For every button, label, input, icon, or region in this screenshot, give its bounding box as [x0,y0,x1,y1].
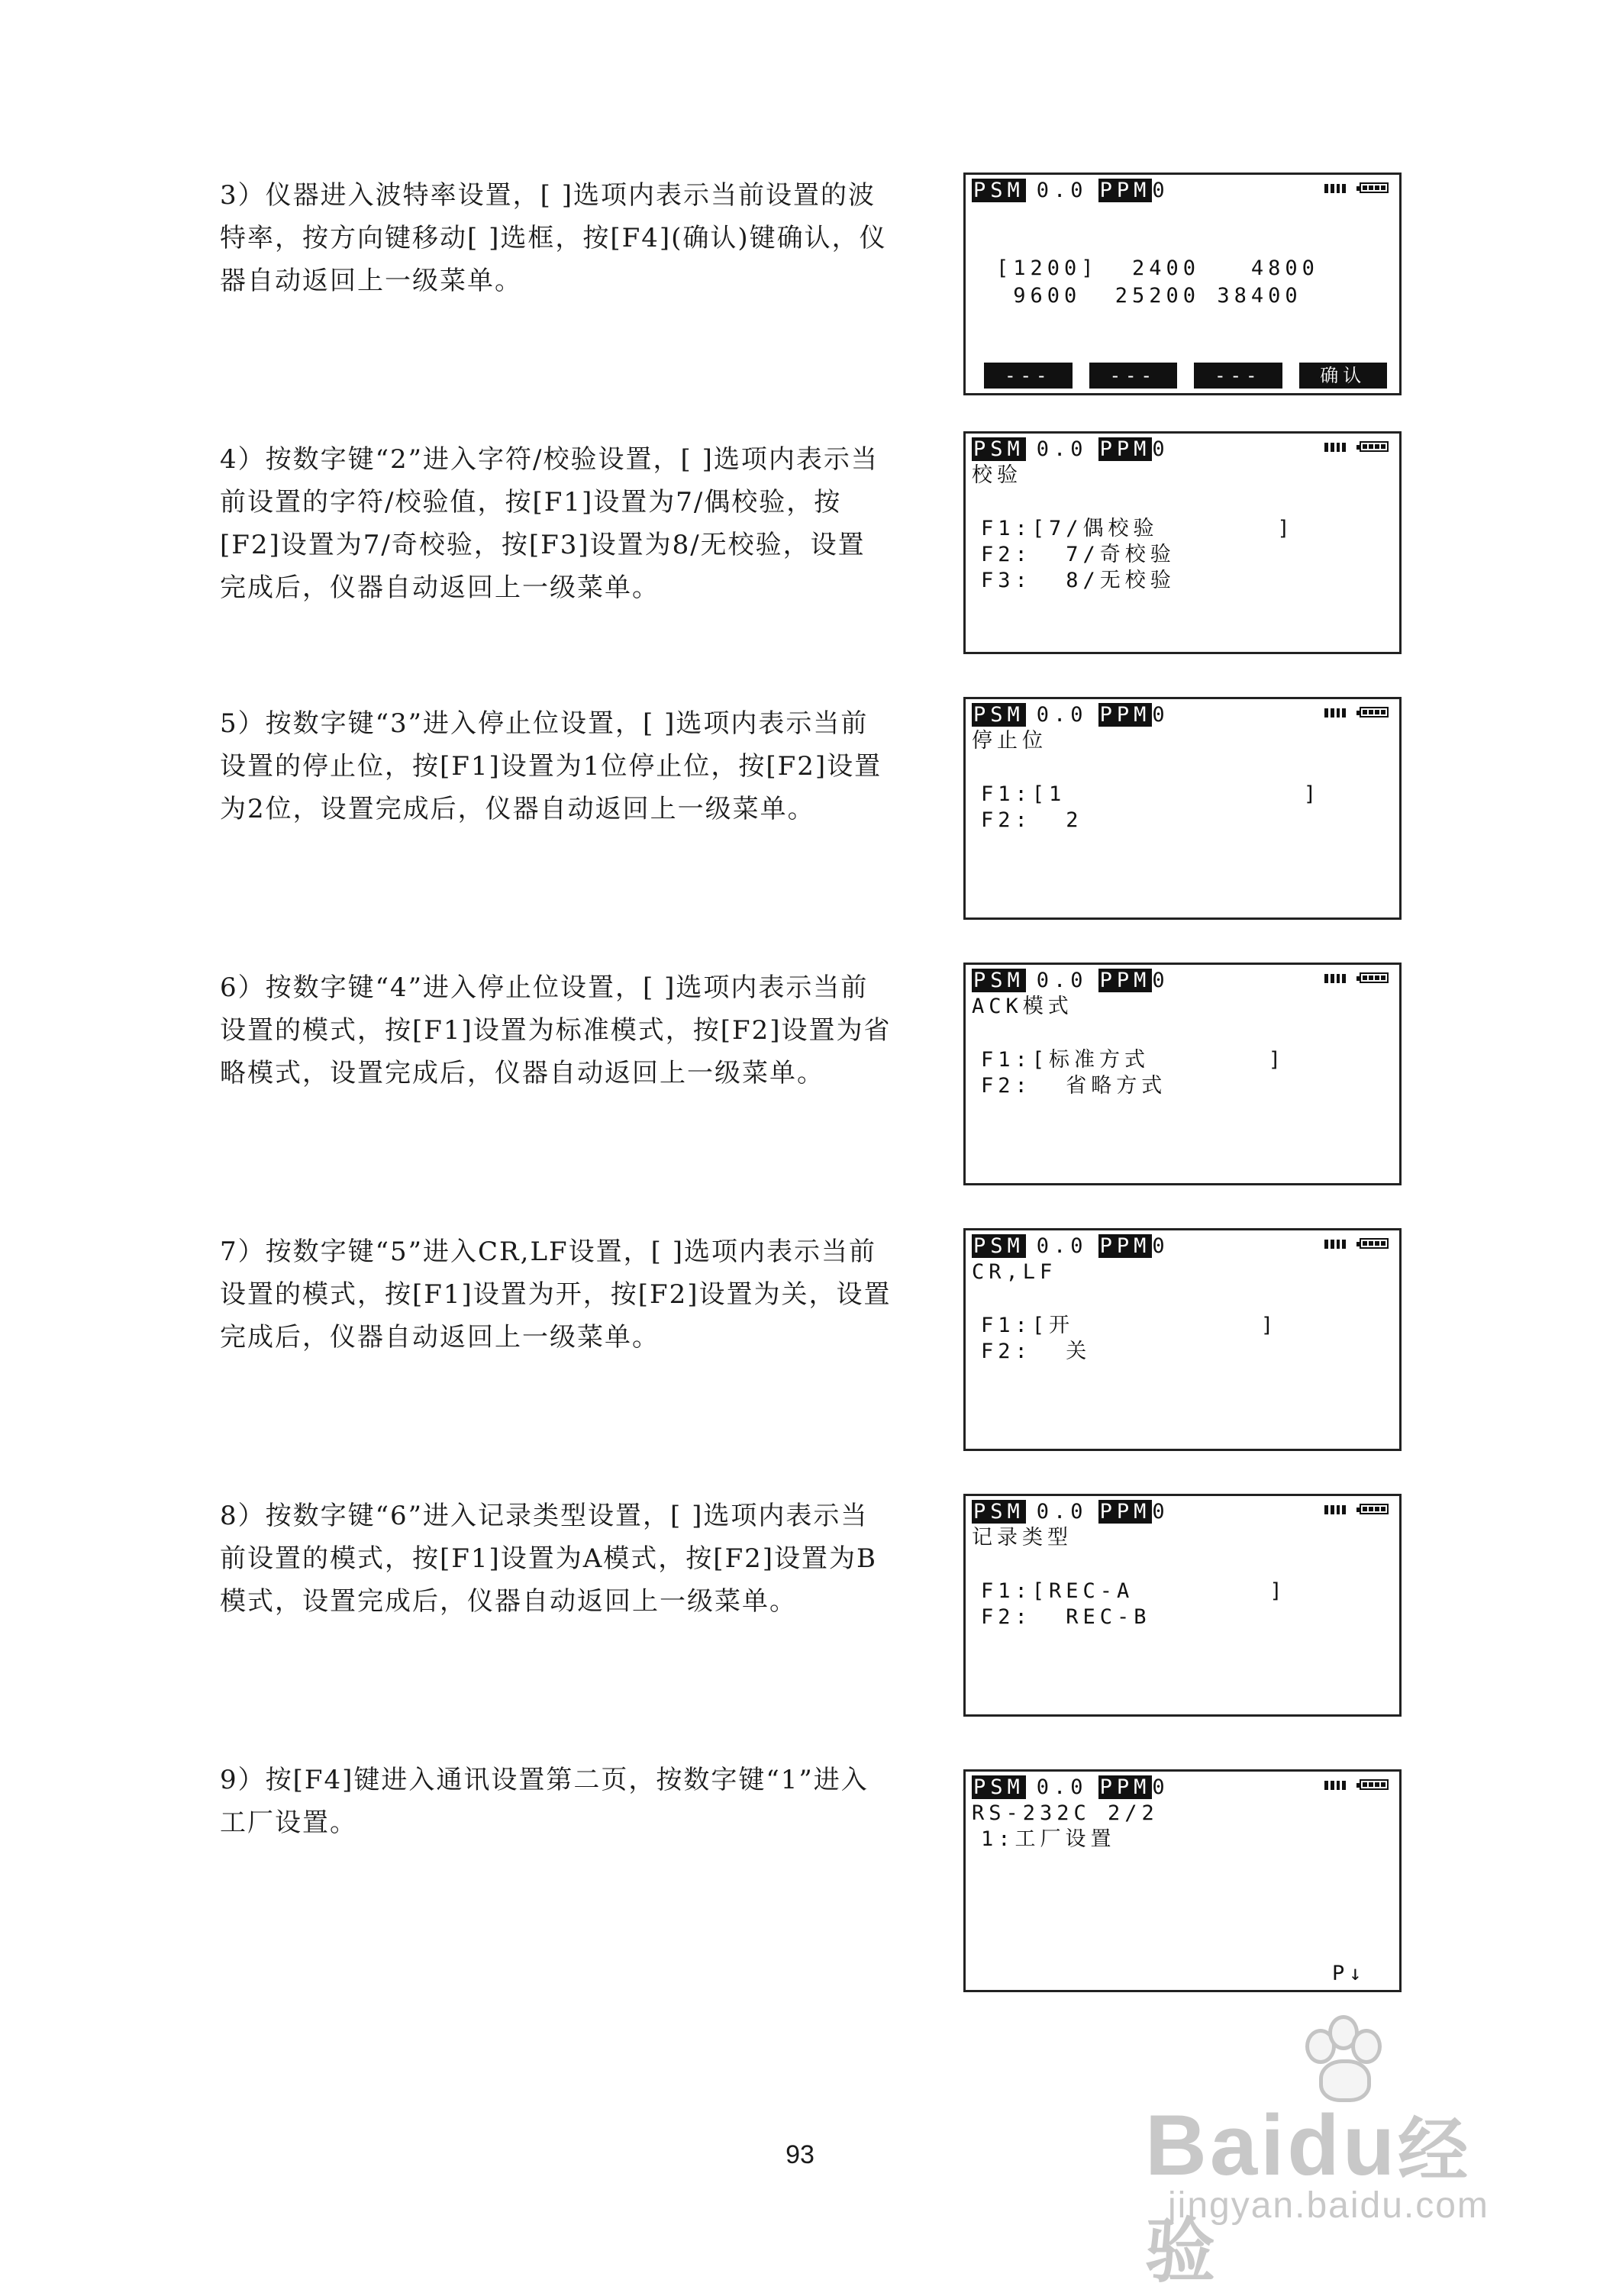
signal-icon [1324,972,1346,983]
ppm-value: 0 [1152,968,1169,992]
step-3-text: 3）仪器进入波特率设置，[ ]选项内表示当前设置的波特率，按方向键移动[ ]选框，按[F4](确认)键确认，仪器自动返回上一级菜单。 [220,180,887,296]
psm-value: 0.0 [1036,437,1088,461]
ppm-label: PPM [1099,968,1151,992]
softkey-f2[interactable]: --- [1089,363,1178,389]
battery-icon [1360,707,1389,718]
status-bar [972,1775,1169,1799]
softkey-bar [984,363,1387,389]
ppm-label: PPM [1099,1499,1151,1524]
psm-label: PSM [973,1775,1024,1799]
psm-label: PSM [973,702,1024,727]
battery-icon [1360,182,1389,193]
signal-icon [1324,1779,1346,1790]
baud-options-row-1[interactable]: [1200] 2400 4800 [996,256,1319,280]
option-f2[interactable]: F2: REC-B [981,1605,1151,1629]
step-4-text: 4）按数字键“2”进入字符/校验设置，[ ]选项内表示当前设置的字符/校验值，按[F1]设置为7/偶校验，按[F2]设置为7/奇校验，按[F3]设置为8/无校验，设置完成后，仪器自动返回上一级菜单。 [220,444,879,603]
screen-title: CR,LF [972,1260,1057,1284]
psm-label: PSM [973,968,1024,992]
option-f2[interactable]: F2: 关 [981,1340,1092,1363]
softkey-f1[interactable]: --- [984,363,1073,389]
ppm-label: PPM [1099,1233,1151,1258]
signal-icon [1324,1504,1346,1514]
lcd-screen-baud-rate [963,173,1402,395]
battery-icon [1360,441,1389,452]
page-down-indicator[interactable]: P↓ [1332,1962,1366,1985]
status-bar [972,702,1169,727]
screen-title: 校验 [972,463,1022,487]
option-f2[interactable]: F2: 省略方式 [981,1074,1167,1098]
status-bar [972,437,1169,461]
option-f1[interactable]: F1:[标准方式 ] [981,1048,1286,1072]
battery-icon [1360,1504,1389,1514]
status-bar [972,178,1169,202]
status-bar [972,1233,1169,1258]
step-5-text: 5）按数字键“3”进入停止位设置，[ ]选项内表示当前设置的停止位，按[F1]设置为1位停止位，按[F2]设置为2位，设置完成后，仪器自动返回上一级菜单。 [220,708,882,824]
status-bar [972,1499,1169,1524]
battery-icon [1360,972,1389,983]
psm-value: 0.0 [1036,178,1088,202]
option-f1[interactable]: F1:[开 ] [981,1314,1279,1337]
page-number: 93 [785,2140,815,2169]
ppm-value: 0 [1152,1499,1169,1524]
option-f1[interactable]: F1:[REC-A ] [981,1579,1287,1603]
battery-icon [1360,1779,1389,1790]
watermark-brand: Baidu经验 [1145,2098,1472,2291]
menu-item-factory-setting[interactable]: 1:工厂设置 [981,1827,1116,1851]
screen-title: ACK模式 [972,995,1073,1018]
signal-icon [1324,182,1346,193]
softkey-f4-confirm[interactable]: 确认 [1299,363,1388,389]
psm-label: PSM [973,178,1024,202]
ppm-label: PPM [1099,437,1151,461]
option-f3[interactable]: F3: 8/无校验 [981,569,1176,592]
step-7-text: 7）按数字键“5”进入CR,LF设置，[ ]选项内表示当前设置的模式，按[F1]设置为开，按[F2]设置为关，设置完成后，仪器自动返回上一级菜单。 [220,1237,892,1353]
softkey-f3[interactable]: --- [1194,363,1282,389]
step-6-text: 6）按数字键“4”进入停止位设置，[ ]选项内表示当前设置的模式，按[F1]设置为标准模式，按[F2]设置为省略模式，设置完成后，仪器自动返回上一级菜单。 [220,972,892,1088]
ppm-label: PPM [1099,178,1151,202]
signal-icon [1324,1238,1346,1249]
step-9-text: 9）按[F4]键进入通讯设置第二页，按数字键“1”进入工厂设置。 [220,1765,869,1838]
paw-logo-icon [1295,2015,1385,2105]
ppm-label: PPM [1099,1775,1151,1799]
lcd-screen-stop-bit [963,697,1402,920]
lcd-screen-record-type [963,1494,1402,1717]
psm-value: 0.0 [1036,1233,1088,1258]
psm-label: PSM [973,1233,1024,1258]
signal-icon [1324,441,1346,452]
baidu-jingyan-watermark [1145,2015,1527,2291]
psm-value: 0.0 [1036,1775,1088,1799]
battery-icon [1360,1238,1389,1249]
screen-title: 停止位 [972,729,1047,753]
lcd-screen-rs232c-page2 [963,1769,1402,1992]
watermark-url: jingyan.baidu.com [1168,2185,1489,2226]
ppm-value: 0 [1152,178,1169,202]
screen-title: 记录类型 [972,1526,1073,1549]
baud-options-row-2[interactable]: 9600 25200 38400 [996,284,1302,308]
psm-label: PSM [973,1499,1024,1524]
psm-value: 0.0 [1036,702,1088,727]
lcd-screen-ack-mode [963,963,1402,1185]
step-8-text: 8）按数字键“6”进入记录类型设置，[ ]选项内表示当前设置的模式，按[F1]设置为A模式，按[F2]设置为B模式，设置完成后，仪器自动返回上一级菜单。 [220,1501,878,1617]
ppm-value: 0 [1152,702,1169,727]
option-f2[interactable]: F2: 7/奇校验 [981,543,1176,566]
option-f1[interactable]: F1:[1 ] [981,782,1321,806]
ppm-value: 0 [1152,1775,1169,1799]
ppm-value: 0 [1152,1233,1169,1258]
lcd-screen-crlf [963,1228,1402,1451]
psm-value: 0.0 [1036,968,1088,992]
signal-icon [1324,707,1346,718]
option-f1[interactable]: F1:[7/偶校验 ] [981,517,1295,540]
screen-title: RS-232C 2/2 [972,1801,1159,1825]
psm-label: PSM [973,437,1024,461]
status-bar [972,968,1169,992]
psm-value: 0.0 [1036,1499,1088,1524]
ppm-label: PPM [1099,702,1151,727]
option-f2[interactable]: F2: 2 [981,808,1083,832]
ppm-value: 0 [1152,437,1169,461]
lcd-screen-parity [963,431,1402,654]
